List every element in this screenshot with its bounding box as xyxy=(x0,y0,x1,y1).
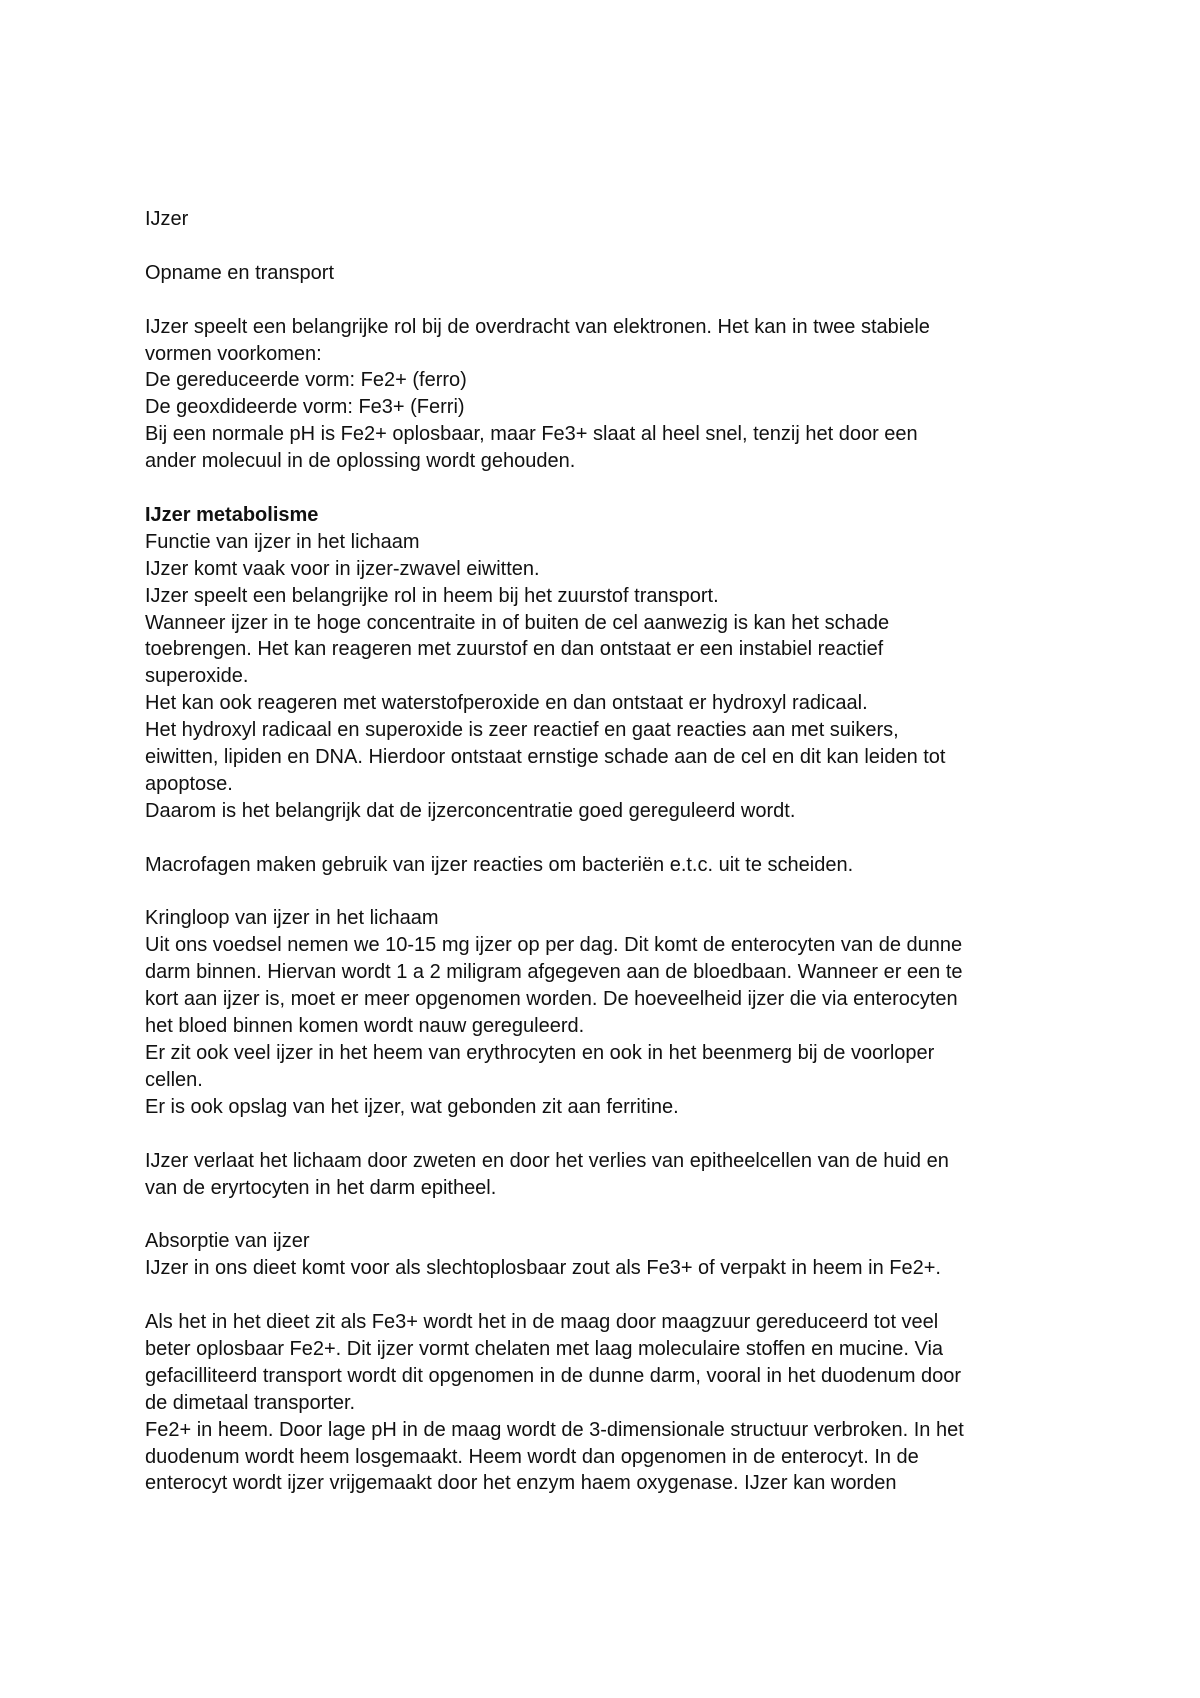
section-heading-kringloop: Kringloop van ijzer in het lichaam xyxy=(145,907,439,930)
paragraph-line: Het kan ook reageren met waterstofperoxide en dan ontstaat er hydroxyl radicaal. xyxy=(145,692,868,715)
paragraph-line: toebrengen. Het kan reageren met zuurstof en dan ontstaat er een instabiel reactief xyxy=(145,638,884,661)
paragraph-line: eiwitten, lipiden en DNA. Hierdoor ontstaat ernstige schade aan de cel en dit kan leiden tot xyxy=(145,746,946,769)
paragraph-line: Er zit ook veel ijzer in het heem van erythrocyten en ook in het beenmerg bij de voorloper xyxy=(145,1042,935,1065)
spacer xyxy=(145,1121,1065,1148)
paragraph-line: duodenum wordt heem losgemaakt. Heem wordt dan opgenomen in de enterocyt. In de xyxy=(145,1445,919,1468)
spacer xyxy=(145,233,1065,260)
paragraph-line: Wanneer ijzer in te hoge concentraite in of buiten de cel aanwezig is kan het schade xyxy=(145,611,890,634)
document-body xyxy=(145,206,1065,1497)
paragraph-line: De gereduceerde vorm: Fe2+ (ferro) xyxy=(145,369,467,392)
paragraph-line: kort aan ijzer is, moet er meer opgenomen worden. De hoeveelheid ijzer die via enterocyten xyxy=(145,988,958,1011)
spacer xyxy=(145,825,1065,852)
paragraph-line: IJzer in ons dieet komt voor als slechtoplosbaar zout als Fe3+ of verpakt in heem in Fe2+. xyxy=(145,1257,941,1280)
paragraph-line: IJzer komt vaak voor in ijzer-zwavel eiwitten. xyxy=(145,557,540,580)
paragraph-line: beter oplosbaar Fe2+. Dit ijzer vormt chelaten met laag moleculaire stoffen en mucine. Via xyxy=(145,1337,944,1360)
paragraph-line: Het hydroxyl radicaal en superoxide is zeer reactief en gaat reacties aan met suikers, xyxy=(145,719,899,742)
paragraph-line: IJzer speelt een belangrijke rol bij de overdracht van elektronen. Het kan in twee stabiele xyxy=(145,315,930,338)
section-heading-metabolisme: IJzer metabolisme xyxy=(145,503,319,526)
paragraph-line: De geoxdideerde vorm: Fe3+ (Ferri) xyxy=(145,396,465,419)
paragraph-line: gefacilliteerd transport wordt dit opgenomen in de dunne darm, vooral in het duodenum door xyxy=(145,1364,962,1387)
paragraph-line: apoptose. xyxy=(145,772,233,795)
paragraph-line: Fe2+ in heem. Door lage pH in de maag wordt de 3-dimensionale structuur verbroken. In het xyxy=(145,1418,964,1441)
spacer xyxy=(145,879,1065,906)
paragraph-line: ander molecuul in de oplossing wordt gehouden. xyxy=(145,450,576,473)
paragraph-line: vormen voorkomen: xyxy=(145,342,322,365)
paragraph-line: het bloed binnen komen wordt nauw gereguleerd. xyxy=(145,1015,585,1038)
subheading-functie: Functie van ijzer in het lichaam xyxy=(145,530,420,553)
paragraph-line: enterocyt wordt ijzer vrijgemaakt door het enzym haem oxygenase. IJzer kan worden xyxy=(145,1472,897,1495)
paragraph-line: Er is ook opslag van het ijzer, wat gebonden zit aan ferritine. xyxy=(145,1095,679,1118)
spacer xyxy=(145,287,1065,314)
paragraph-line: Daarom is het belangrijk dat de ijzerconcentratie goed gereguleerd wordt. xyxy=(145,799,796,822)
spacer xyxy=(145,1282,1065,1309)
paragraph-line: de dimetaal transporter. xyxy=(145,1391,356,1414)
paragraph-line: cellen. xyxy=(145,1068,203,1091)
paragraph-line: van de eryrtocyten in het darm epitheel. xyxy=(145,1176,497,1199)
paragraph-line: IJzer verlaat het lichaam door zweten en door het verlies van epitheelcellen van de huid en xyxy=(145,1149,949,1172)
document-title: IJzer xyxy=(145,208,189,230)
spacer xyxy=(145,1201,1065,1228)
section-heading-absorptie: Absorptie van ijzer xyxy=(145,1230,310,1253)
paragraph-line: Bij een normale pH is Fe2+ oplosbaar, maar Fe3+ slaat al heel snel, tenzij het door een xyxy=(145,423,918,446)
paragraph-line: superoxide. xyxy=(145,665,249,688)
paragraph-line: Als het in het dieet zit als Fe3+ wordt het in de maag door maagzuur gereduceerd tot veel xyxy=(145,1311,939,1334)
paragraph-line: IJzer speelt een belangrijke rol in heem bij het zuurstof transport. xyxy=(145,584,719,607)
paragraph-line: darm binnen. Hiervan wordt 1 a 2 miligram afgegeven aan de bloedbaan. Wanneer er een te xyxy=(145,961,963,984)
section-heading-opname: Opname en transport xyxy=(145,261,334,284)
paragraph-line: Macrofagen maken gebruik van ijzer reacties om bacteriën e.t.c. uit te scheiden. xyxy=(145,853,854,876)
paragraph-line: Uit ons voedsel nemen we 10-15 mg ijzer op per dag. Dit komt de enterocyten van de dunne xyxy=(145,934,963,957)
spacer xyxy=(145,475,1065,502)
